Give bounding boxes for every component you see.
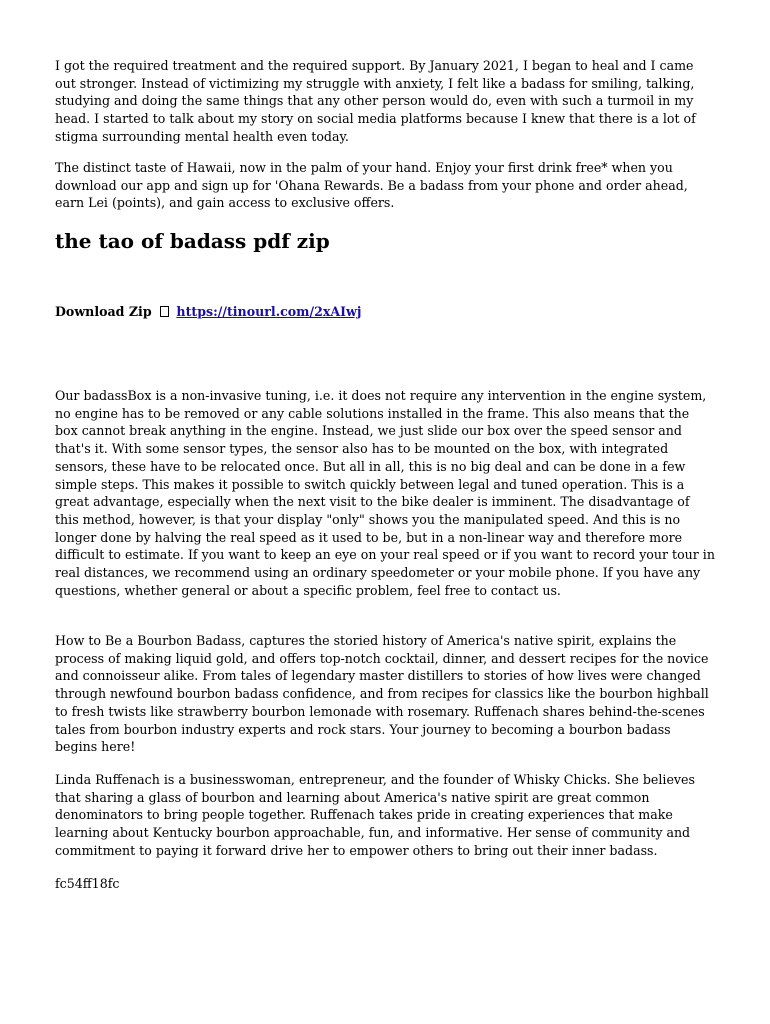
download-line [55,303,361,320]
page-heading: the tao of badass pdf zip [55,229,330,253]
paragraph-bourbon-book: How to Be a Bourbon Badass, captures the storied history of America's native spirit, explains the process of making liquid gold, and offers top-notch cocktail, dinner, and dessert recipes for the novice and connoisseur alike. From tales of legendary master distillers to stories of how lives were changed through newfound bourbon badass confidence, and from recipes for classics like the bourbon highball to fresh twists like strawberry bourbon lemonade with rosemary. Ruffenach shares behind-the-scenes tales from bourbon industry experts and rock stars. Your journey to becoming a bourbon badass begins here! [55,633,709,755]
download-label: Download Zip [55,304,152,319]
missing-glyph-icon [160,306,169,317]
paragraph-badassbox: Our badassBox is a non-invasive tuning, i.e. it does not require any intervention in the engine system, no engine has to be removed or any cable solutions installed in the frame. This also means that the box cannot break anything in the engine. Instead, we just slide our box over the speed sensor and that's it. With some sensor types, the sensor also has to be mounted on the box, with integrated sensors, these have to be relocated once. But all in all, this is no big deal and can be done in a few simple steps. This makes it possible to switch quickly between legal and tuned operation. This is a great advantage, especially when the next visit to the bike dealer is imminent. The disadvantage of this method, however, is that your display "only" shows you the manipulated speed. And this is no longer done by halving the real speed as it used to be, but in a non-linear way and therefore more difficult to estimate. If you want to keep an eye on your real speed or if you want to record your tour in real distances, we recommend using an ordinary speedometer or your mobile phone. If you have any questions, whether general or about a specific problem, feel free to contact us. [55,388,715,598]
footer-code: fc54ff18fc [55,876,120,891]
download-link[interactable]: https://tinourl.com/2xAIwj [176,304,362,319]
paragraph-treatment-story: I got the required treatment and the required support. By January 2021, I began to heal and I came out stronger. Instead of victimizing my struggle with anxiety, I felt like a badass for smiling, talking, studying and doing the same things that any other person would do, even with such a turmoil in my head. I started to talk about my story on social media platforms because I knew that there is a lot of stigma surrounding mental health even today. [55,58,696,144]
paragraph-hawaii-promo: The distinct taste of Hawaii, now in the palm of your hand. Enjoy your first drink free* when you download our app and sign up for 'Ohana Rewards. Be a badass from your phone and order ahead, earn Lei (points), and gain access to exclusive offers. [55,160,688,211]
paragraph-author-bio: Linda Ruffenach is a businesswoman, entrepreneur, and the founder of Whisky Chicks. She believes that sharing a glass of bourbon and learning about America's native spirit are great common denominators to bring people together. Ruffenach takes pride in creating experiences that make learning about Kentucky bourbon approachable, fun, and informative. Her sense of community and commitment to paying it forward drive her to empower others to bring out their inner badass. [55,772,695,858]
